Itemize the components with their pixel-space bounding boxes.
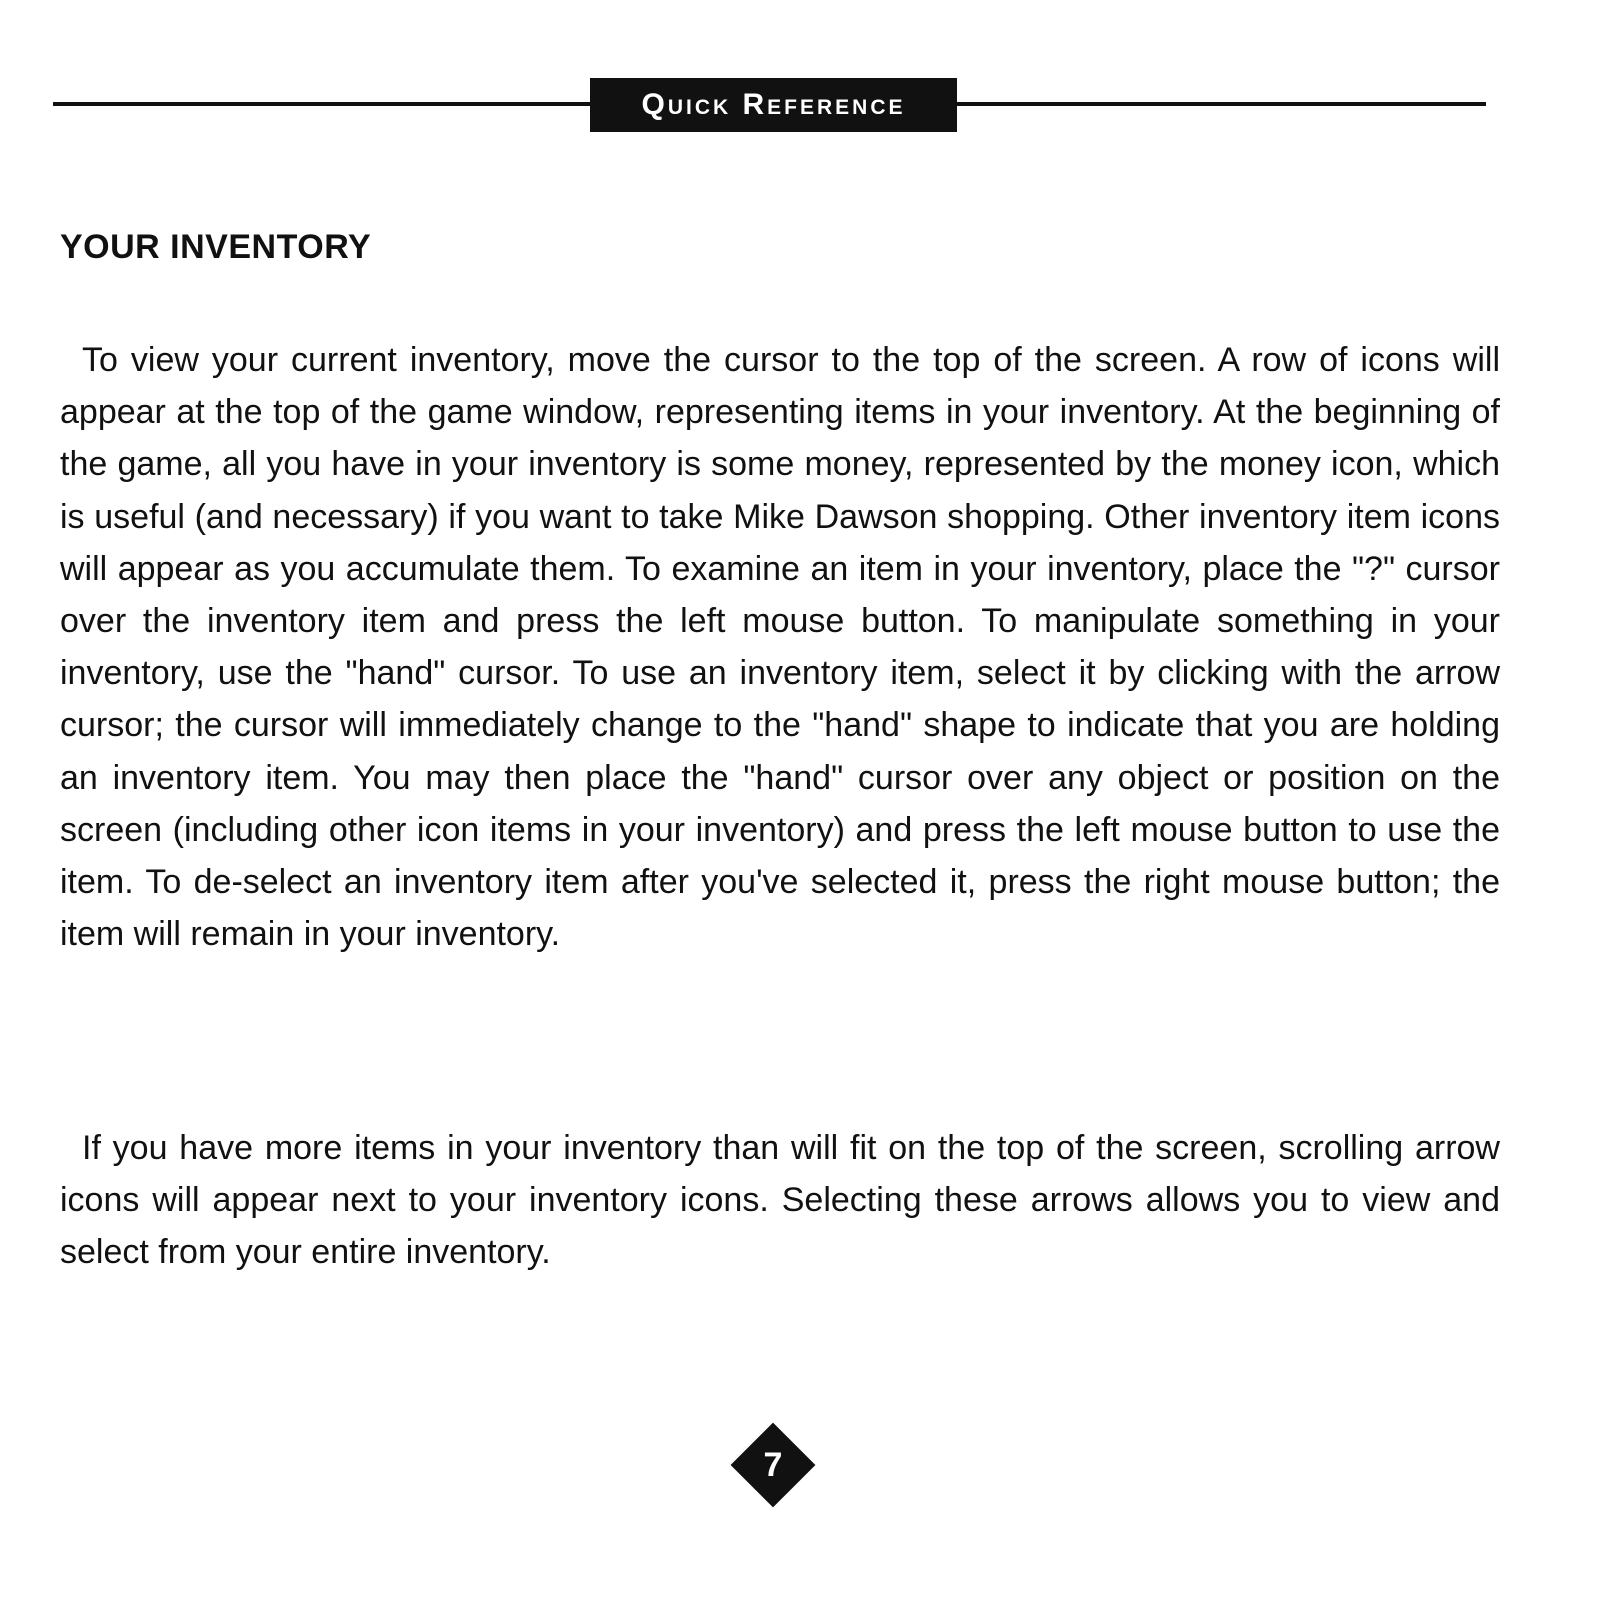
- section-title: YOUR INVENTORY: [60, 228, 372, 266]
- body-paragraph-1: To view your current inventory, move the cursor to the top of the screen. A row of icons will appear at the top of the game window, representing items in your inventory. At the beginning of the game, all you have in your inventory is some money, represented by the money icon, which is useful (and necessary) if you want to take Mike Dawson shopping. Other inventory item icons will appear as you accumulate them. To examine an item in your inventory, place the "?" cursor over the inventory item and press the left mouse button. To manipulate something in your inventory, use the "hand" cursor. To use an inventory item, select it by clicking with the arrow cursor; the cursor will immediately change to the "hand" shape to indicate that you are holding an inventory item. You may then place the "hand" cursor over any object or position on the screen (including other icon items in your inventory) and press the left mouse button to use the item. To de-select an inventory item after you've selected it, press the right mouse button; the item will remain in your inventory.: [60, 341, 1500, 954]
- header-rule-right: [950, 102, 1486, 106]
- header-rule-left: [53, 102, 593, 106]
- body-paragraph-2: If you have more items in your inventory than will fit on the top of the screen, scrolling arrow icons will appear next to your inventory icons. Selecting these arrows allows you to view and select from your entire inventory.: [60, 1129, 1500, 1272]
- page-number-badge: [731, 1423, 815, 1507]
- section-header-tab: Quick Reference: [590, 78, 957, 132]
- page-number: 7: [763, 1445, 783, 1484]
